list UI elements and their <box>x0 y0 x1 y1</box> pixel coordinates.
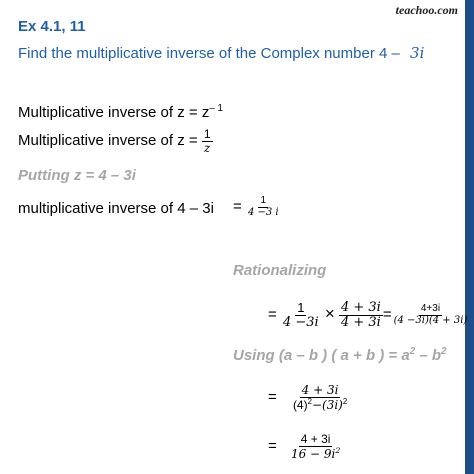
equals-sign: = <box>233 197 242 215</box>
question-term: 3i <box>410 44 425 62</box>
fraction-numerator: 1 <box>260 195 267 206</box>
identity-prefix: Using (a – b ) ( a + b ) = a <box>233 347 410 364</box>
fraction-difference-of-squares <box>291 384 349 411</box>
fraction-numerator: 4 + 3i <box>300 432 331 446</box>
fraction-numerator: 4+3i <box>420 303 441 315</box>
times-sign: × <box>324 304 335 324</box>
exponent-b: 2 <box>342 396 348 406</box>
identity-exponent-b: 2 <box>441 346 447 357</box>
fraction-denominator: z <box>204 140 211 155</box>
fraction-denominator <box>291 398 349 412</box>
one-over-4-minus-3i <box>246 196 281 218</box>
identity-hint <box>233 346 446 364</box>
fraction-numerator: 1 <box>203 127 211 141</box>
putting-hint: Putting z = 4 – 3i <box>18 167 136 184</box>
equals-sign: = <box>268 437 277 455</box>
inverse-definition <box>18 103 223 121</box>
fraction-1-over-4-minus-3i <box>281 301 321 329</box>
identity-mid: – b <box>415 347 441 364</box>
denominator-term-a: (4) <box>292 397 308 412</box>
one-over-z-fraction <box>202 128 213 154</box>
inverse-fraction-text: Multiplicative inverse of z = <box>18 132 198 150</box>
brand-logo: teachoo.com <box>395 3 458 17</box>
equals-sign: = <box>268 306 277 324</box>
substitution-line <box>18 200 214 217</box>
inverse-fraction-line <box>18 128 213 154</box>
fraction-numerator: 1 <box>297 300 305 315</box>
fraction-numerator: 4 + 3i <box>301 383 339 397</box>
fraction-denominator: 4 −3i <box>282 314 319 330</box>
fraction-denominator <box>289 447 342 461</box>
fraction-denominator: 4 + 3i <box>340 314 381 330</box>
fraction-denominator: (4 −3i)(4 + 3i) <box>393 314 468 326</box>
fraction-numerator: 4 + 3i <box>340 300 381 315</box>
fraction-16-minus-9i2 <box>289 433 342 460</box>
substitution-result <box>233 196 281 218</box>
inverse-definition-text: Multiplicative inverse of z = z <box>18 104 210 121</box>
denominator-text: 16 − 9i <box>290 446 336 461</box>
right-edge-bar <box>465 0 474 474</box>
simplify-step-1 <box>268 384 349 411</box>
identity-exponent-a: 2 <box>409 346 416 357</box>
equals-sign: = <box>268 388 277 406</box>
rationalizing-hint: Rationalizing <box>233 262 327 279</box>
fraction-conjugate <box>339 301 383 329</box>
denominator-term-b: −(3i) <box>311 397 343 412</box>
equals-sign: = <box>382 306 392 324</box>
question-prefix: Find the multiplicative inverse of the Complex number 4 – <box>18 45 400 62</box>
fraction-denominator: 4 −3 i <box>247 206 279 218</box>
simplify-step-2 <box>268 433 342 460</box>
inverse-exponent: – 1 <box>209 103 223 114</box>
question-text <box>18 44 424 62</box>
denominator-exponent: 2 <box>335 445 341 455</box>
exercise-title: Ex 4.1, 11 <box>18 18 86 35</box>
substitution-text: multiplicative inverse of 4 – 3i <box>18 200 214 217</box>
rationalizing-step <box>268 301 469 329</box>
exponent-a: 2 <box>307 396 312 406</box>
fraction-product <box>392 304 470 326</box>
